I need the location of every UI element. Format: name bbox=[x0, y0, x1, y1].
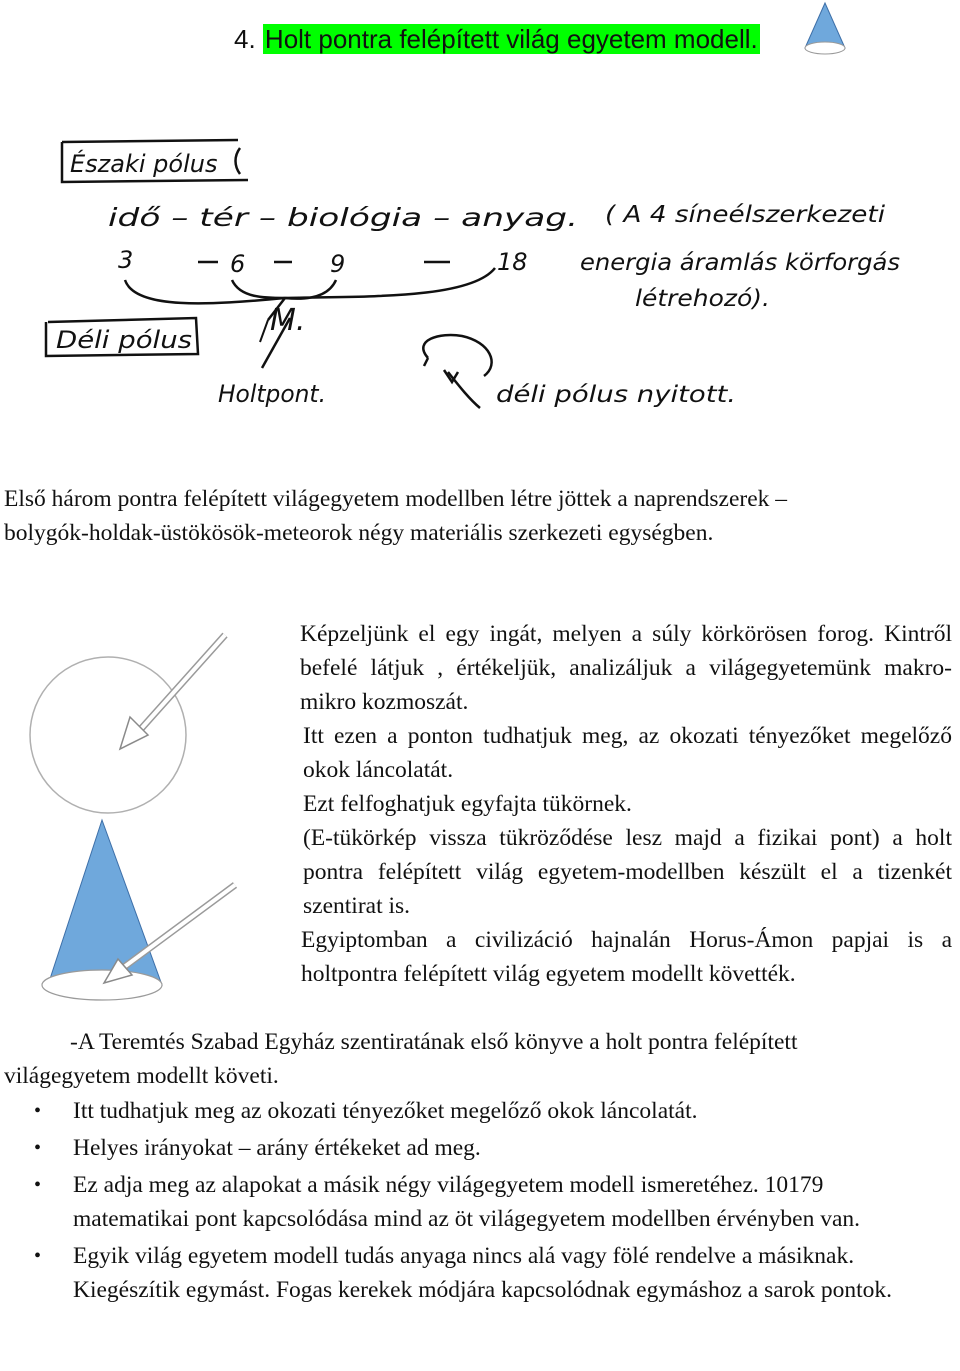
page-title bbox=[234, 22, 760, 56]
title-number: 4. bbox=[234, 24, 256, 54]
bullet-list bbox=[0, 1094, 960, 1310]
list-item bbox=[0, 1131, 935, 1165]
list-item bbox=[0, 1239, 935, 1307]
pendulum-circle bbox=[30, 657, 186, 813]
cone-base bbox=[42, 970, 162, 1000]
side-paragraph-4: (E-tükörkép vissza tükröződése lesz majd a fizikai pont) a holt pontra felépített világ egyetem-modellben készült el a tizenkét szentirat is. bbox=[303, 825, 952, 919]
cone-figure bbox=[40, 815, 250, 1020]
side-paragraph-5: Egyiptomban a civilizáció hajnalán Horus-Ámon papjai is a holtpontra felépített világ egyetem modellt követték. bbox=[301, 927, 952, 987]
teremtes-paragraph: -A Teremtés Szabad Egyház szentiratának első könyve a holt pontra felépített világegyetem modellt követi. bbox=[4, 1029, 798, 1089]
side-paragraph-1: Képzeljünk el egy ingát, melyen a súly körkörösen forog. Kintről befelé látjuk , értékeljük, analizáljuk a világegyetemünk makro-mikro kozmoszát. bbox=[300, 621, 952, 715]
pendulum-figure bbox=[20, 625, 240, 835]
note-line-1: ( A 4 síneélszerkezeti bbox=[605, 202, 886, 228]
title-text: Holt pontra felépített világ egyetem modell. bbox=[264, 24, 758, 54]
cone-icon bbox=[800, 0, 850, 60]
list-item bbox=[0, 1168, 935, 1236]
bullet-icon: • bbox=[34, 1137, 42, 1159]
number-3: 3 bbox=[118, 246, 134, 274]
bullet-text: Itt tudhatjuk meg az okozati tényezőket megelőző okok láncolatát. bbox=[73, 1098, 698, 1124]
side-paragraph-3: Ezt felfoghatjuk egyfajta tükörnek. bbox=[303, 791, 632, 817]
bullet-text: Helyes irányokat – arány értékeket ad meg. bbox=[73, 1135, 481, 1161]
bullet-icon: • bbox=[34, 1245, 42, 1267]
note-line-2: energia áramlás körforgás bbox=[580, 250, 901, 276]
number-18: 18 bbox=[497, 248, 528, 276]
north-pole-label: Északi pólus bbox=[70, 150, 218, 178]
intro-paragraph: Első három pontra felépített világegyetem modellben létre jöttek a naprendszerek – bolygók-holdak-üstökösök-meteorok négy materiális szerkezeti egységben. bbox=[4, 486, 788, 546]
bullet-icon: • bbox=[34, 1174, 42, 1196]
number-9: 9 bbox=[330, 250, 346, 278]
south-open-label: déli pólus nyitott. bbox=[496, 382, 736, 408]
side-paragraph-2: Itt ezen a ponton tudhatjuk meg, az okozati tényezőket megelőző okok láncolatát. bbox=[303, 723, 952, 783]
list-item bbox=[0, 1094, 935, 1128]
bullet-text: Ez adja meg az alapokat a másik négy világegyetem modell ismeretéhez. 10179 matematikai pont kapcsolódása mind az öt világegyetem modellben érvényben van. bbox=[73, 1172, 860, 1232]
dead-point-label: Holtpont. bbox=[218, 380, 326, 408]
top-chain: idő – tér – biológia – anyag. bbox=[108, 203, 578, 232]
south-pole-label: Déli pólus bbox=[56, 326, 192, 354]
bullet-icon: • bbox=[34, 1100, 42, 1122]
open-loop bbox=[423, 335, 491, 376]
bullet-text: Egyik világ egyetem modell tudás anyaga nincs alá vagy fölé rendelve a másiknak. Kiegészítik egymást. Fogas kerekek módjára kapcsolódnak egymáshoz a sarok pontok. bbox=[73, 1243, 893, 1303]
handwritten-diagram bbox=[0, 120, 960, 440]
number-6: 6 bbox=[230, 250, 246, 278]
cone-shape bbox=[48, 820, 162, 985]
junction-mark: M. bbox=[270, 303, 306, 338]
note-line-3: létrehozó). bbox=[635, 286, 770, 312]
